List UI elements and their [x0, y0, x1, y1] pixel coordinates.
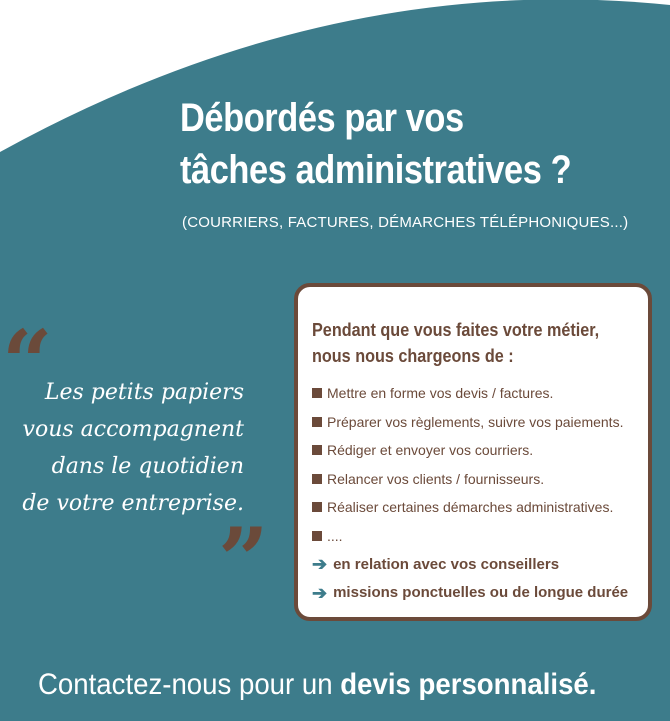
arrow-item-text: en relation avec vos conseillers — [333, 555, 560, 573]
list-item-text: Rédiger et envoyer vos courriers. — [327, 442, 534, 459]
list-item — [312, 465, 638, 494]
slogan-line: dans le quotidien — [51, 454, 244, 479]
square-bullet-icon — [312, 445, 322, 455]
list-item-text: Mettre en forme vos devis / factures. — [327, 385, 554, 402]
services-box — [294, 283, 652, 621]
list-item-text: Relancer vos clients / fournisseurs. — [327, 470, 545, 487]
square-bullet-icon — [312, 417, 322, 427]
subtitle-text: COURRIERS, FACTURES, DÉMARCHES TÉLÉPHONIQUES... — [187, 214, 624, 231]
open-quote-mark: “ — [2, 310, 53, 414]
services-list — [312, 379, 638, 607]
list-item-text: Réaliser certaines démarches administratives. — [327, 499, 614, 516]
arrow-item-text: missions ponctuelles ou de longue durée — [333, 584, 629, 602]
subtitle-open-paren: ( — [182, 214, 188, 231]
title-line-2: tâches administratives ? — [180, 148, 572, 192]
footer-highlight: devis personnalisé. — [340, 668, 597, 701]
title-line-1: Débordés par vos — [180, 96, 464, 140]
page-title — [180, 92, 571, 196]
list-item — [312, 436, 638, 465]
square-bullet-icon — [312, 388, 322, 398]
subtitle-close-paren: ) — [623, 214, 629, 231]
slogan-line: Les petits papiers — [44, 380, 244, 405]
subtitle — [182, 214, 628, 231]
contact-footer — [38, 668, 596, 702]
slogan-line: vous accompagnent — [22, 417, 244, 442]
slogan — [10, 374, 244, 522]
arrow-list-item — [312, 579, 638, 608]
list-item-text: Préparer vos règlements, suivre vos paiements. — [327, 413, 624, 430]
close-quote-mark: ” — [218, 508, 269, 612]
list-item — [312, 379, 638, 408]
square-bullet-icon — [312, 502, 322, 512]
services-box-title — [312, 317, 605, 369]
services-title-line-1: Pendant que vous faites votre métier, — [312, 320, 600, 340]
arrow-list-item — [312, 550, 638, 579]
list-item — [312, 493, 638, 522]
list-item-text: .... — [327, 527, 343, 544]
right-arrow-icon: ➔ — [312, 554, 328, 575]
square-bullet-icon — [312, 531, 322, 541]
right-arrow-icon: ➔ — [312, 582, 328, 603]
list-item — [312, 522, 638, 551]
services-title-line-2: nous nous chargeons de : — [312, 346, 514, 366]
list-item — [312, 408, 638, 437]
square-bullet-icon — [312, 474, 322, 484]
footer-prefix: Contactez-nous pour un — [38, 668, 341, 701]
slogan-line: de votre entreprise. — [22, 491, 244, 516]
